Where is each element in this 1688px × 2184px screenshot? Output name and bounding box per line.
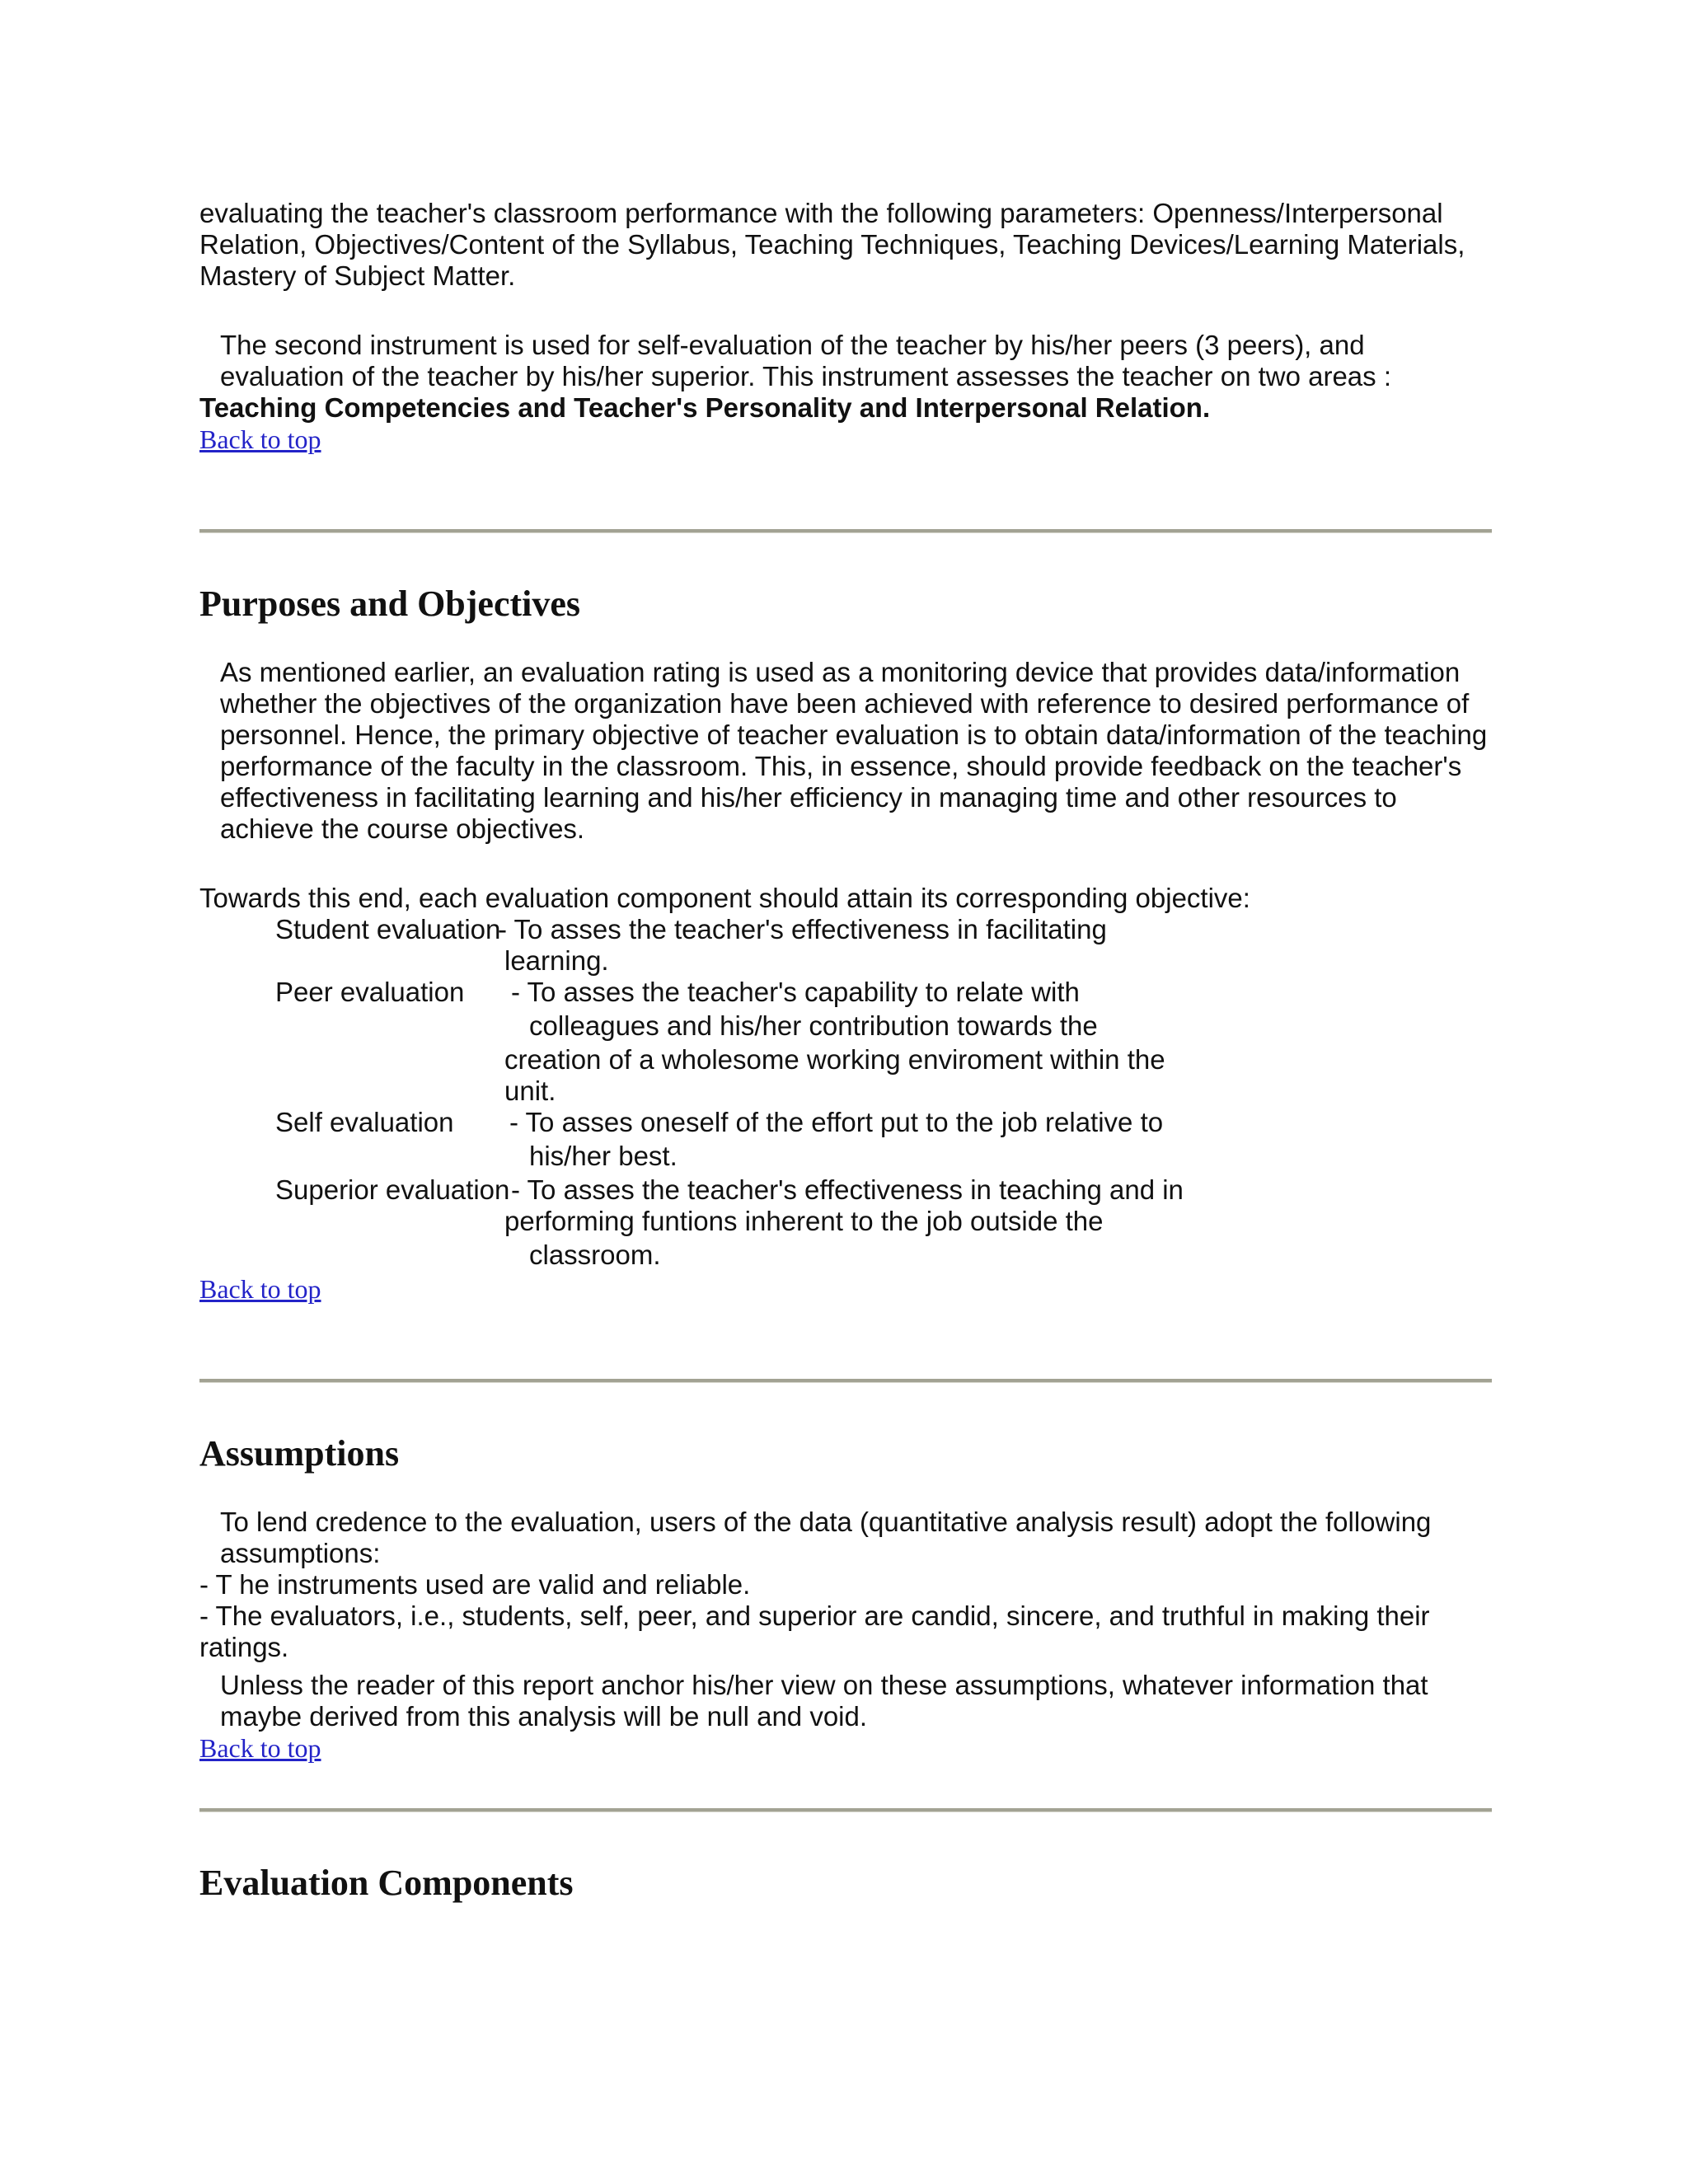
objective-line: learning. [504,945,609,976]
objective-line: colleagues and his/her contribution towards the [529,1010,1098,1041]
objective-row-peer [275,977,1492,1107]
spacer [199,845,1492,883]
objective-label: Peer evaluation [275,977,465,1007]
assumption-item: - T he instruments used are valid and reliable. [199,1569,751,1600]
objective-line: classroom. [529,1240,661,1270]
intro-paragraph-second-instrument [199,330,1492,424]
objective-line: - To asses the teacher's effectiveness in facilitating [498,914,1107,944]
objective-row-superior [275,1174,1492,1273]
spacer [199,1475,1492,1507]
intro-paragraph-second-instrument-text: The second instrument is used for self-evaluation of the teacher by his/her peers (3 peers), and evaluation of the teacher by his/her superior. This instrument assesses the teacher on two areas : [220,330,1391,391]
back-to-top-link[interactable]: Back to top [199,424,321,454]
intro-paragraph-parameters: evaluating the teacher's classroom performance with the following parameters: Openness/Interpersonal Relation, Objectives/Content of the Syllabus, Teaching Techniques, Teaching Devices/Learning Materials, Mastery of Subject Matter. [199,198,1465,291]
objective-line: unit. [504,1076,556,1106]
spacer [199,1383,1492,1432]
objective-line: - To asses the teacher's effectiveness in teaching and in [511,1174,1184,1205]
section-heading-purposes: Purposes and Objectives [199,583,580,624]
assumptions-paragraph [199,1507,1492,1569]
spacer [199,292,1492,330]
spacer [199,1305,1492,1379]
assumptions-conclusion: Unless the reader of this report anchor his/her view on these assumptions, whatever information that maybe derived from this analysis will be null and void. [220,1670,1428,1732]
objective-line: creation of a wholesome working enviroment within the [504,1044,1165,1075]
objective-line: - To asses oneself of the effort put to the job relative to [509,1107,1164,1137]
assumption-item: - The evaluators, i.e., students, self, peer, and superior are candid, sincere, and truthful in making their ratings. [199,1601,1430,1662]
purposes-lead: Towards this end, each evaluation component should attain its corresponding objective: [199,883,1250,913]
objective-row-self [275,1107,1492,1174]
section-heading-assumptions: Assumptions [199,1433,400,1474]
intro-paragraph-second-instrument-bold: Teaching Competencies and Teacher's Personality and Interpersonal Relation. [199,392,1211,423]
objective-row-student [275,914,1492,977]
spacer [199,455,1492,529]
back-to-top-link[interactable]: Back to top [199,1274,321,1304]
objective-label: Student evaluation [275,914,501,944]
spacer [199,626,1492,657]
objective-label: Self evaluation [275,1107,454,1137]
spacer [199,1764,1492,1808]
objectives-list [275,914,1492,1273]
objective-label: Superior evaluation [275,1174,510,1205]
section-heading-evaluation-components: Evaluation Components [199,1863,574,1903]
spacer [199,1663,1492,1670]
objective-description [504,1107,1246,1174]
objective-line: performing funtions inherent to the job outside the [504,1206,1104,1236]
objective-description [498,914,1246,977]
objective-line: - To asses the teacher's capability to relate with [511,977,1080,1007]
spacer [199,1812,1492,1862]
back-to-top-link[interactable]: Back to top [199,1733,321,1763]
document-page [199,198,1492,1905]
objective-line: his/her best. [529,1141,678,1171]
spacer [199,533,1492,583]
objective-description [504,1174,1246,1273]
assumptions-paragraph-text: To lend credence to the evaluation, users of the data (quantitative analysis result) adopt the following assumptions: [220,1507,1432,1568]
purposes-paragraph: As mentioned earlier, an evaluation rating is used as a monitoring device that provides data/information whether the objectives of the organization have been achieved with reference to desired performance of personnel. Hence, the primary objective of teacher evaluation is to obtain data/information of the teaching performance of the faculty in the classroom. This, in essence, should provide feedback on the teacher's effectiveness in facilitating learning and his/her efficiency in managing time and other resources to achieve the course objectives. [220,657,1488,844]
objective-description [504,977,1246,1107]
